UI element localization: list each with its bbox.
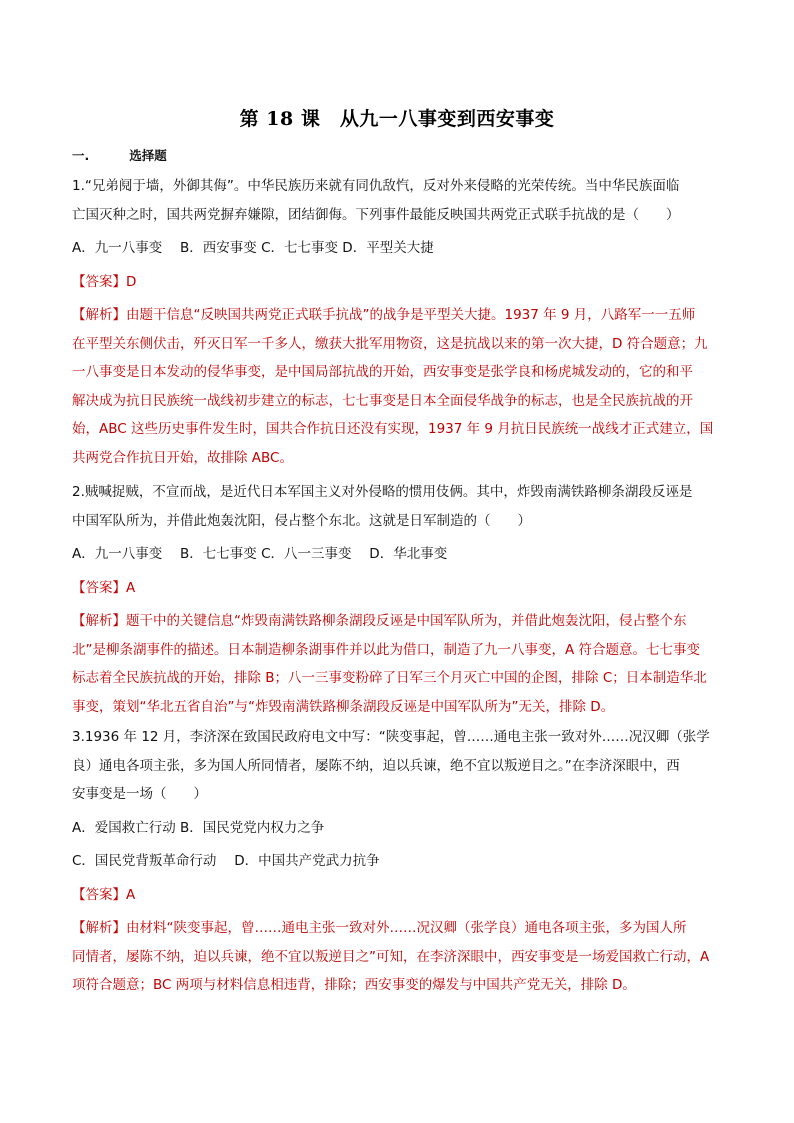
analysis-text: 题干中的关键信息“炸毁南满铁路柳条湖段反诬是中国军队所为，并借此炮轰沈阳，侵占整个东 (126, 613, 687, 629)
answer-value: A (126, 579, 136, 596)
answer-label: 答案 (85, 886, 113, 903)
question-options: A．爱国救亡行动 B．国民党党内权力之争 (72, 819, 325, 836)
analysis-line: 【解析】由题干信息“反映国共两党正式联手抗战”的战争是平型关大捷。1937 年 9 月，八路军一一五师 (72, 307, 696, 323)
analysis-text: 一八事变是日本发动的侵华事变，是中国局部抗战的开始，西安事变是张学良和杨虎城发动的，它的和平 (72, 364, 693, 380)
analysis-line: 【解析】题干中的关键信息“炸毁南满铁路柳条湖段反诬是中国军队所为，并借此炮轰沈阳，侵占整个东 (72, 613, 687, 629)
answer-line: 【答案】A (72, 579, 136, 596)
analysis-text: 解决成为抗日民族统一战线初步建立的标志，七七事变是日本全面侵华战争的标志，也是全民族抗战的开 (72, 392, 693, 409)
question-stem-line: 1.“兄弟阋于墙，外御其侮”。中华民族历来就有同仇敌忾，反对外来侵略的光荣传统。当中华民族面临 (72, 178, 680, 194)
analysis-text: 标志着全民族抗战的开始，排除 B；八一三事变粉碎了日军三个月灭亡中国的企图，排除 C；日本制造华北 (72, 670, 707, 686)
question-stem-line: 良）通电各项主张，多为国人所同情者，屡陈不纳，迫以兵谏，绝不宜以叛逆目之。”在李济深眼中，西 (72, 757, 680, 774)
answer-label: 答案 (85, 273, 113, 290)
analysis-text: 事变，策划“华北五省自治”与“炸毁南满铁路柳条湖段反诬是中国军队所为”无关，排除 D。 (72, 698, 615, 715)
question-options: A．九一八事变 B．西安事变 C．七七事变 D．平型关大捷 (72, 240, 434, 256)
question-stem-line: 中国军队所为，并借此炮轰沈阳，侵占整个东北。这就是日军制造的（ ） (72, 512, 531, 529)
answer-line: 【答案】A (72, 886, 136, 903)
section-number: 一. (72, 148, 90, 163)
question-stem-line: 亡国灭种之时，国共两党摒弃嫌隙，团结御侮。下列事件最能反映国共两党正式联手抗战的是（ ） (72, 206, 680, 223)
analysis-label: 解析 (85, 920, 113, 936)
question-options: A．九一八事变 B．七七事变 C．八一三事变 D．华北事变 (72, 546, 448, 562)
answer-value: A (126, 886, 136, 903)
answer-line: 【答案】D (72, 273, 137, 290)
question-1 (72, 172, 724, 472)
analysis-text: 北”是柳条湖事件的描述。日本制造柳条湖事件并以此为借口，制造了九一八事变，A 符合题意。七七事变 (72, 641, 701, 658)
analysis-label: 解析 (85, 307, 113, 323)
question-options: C．国民党背叛革命行动 D．中国共产党武力抗争 (72, 853, 380, 869)
analysis-text: 由材料“陕变事起，曾……通电主张一致对外……况汉卿（张学良）通电各项主张，多为国人所 (126, 920, 687, 936)
analysis-text: 同情者，屡陈不纳，迫以兵谏，绝不宜以叛逆目之”可知，在李济深眼中，西安事变是一场爱国救亡行动，A (72, 948, 710, 965)
question-stem-line: 2.贼喊捉贼，不宣而战，是近代日本军国主义对外侵略的惯用伎俩。其中，炸毁南满铁路柳条湖段反诬是 (72, 484, 693, 500)
question-stem-line: 3.1936 年 12 月，李济深在致国民政府电文中写：“陕变事起，曾……通电主张一致对外……况汉卿（张学 (72, 729, 710, 745)
answer-value: D (126, 273, 137, 290)
analysis-text: 项符合题意；BC 两项与材料信息相违背，排除；西安事变的爆发与中国共产党无关，排除 D。 (72, 977, 636, 993)
analysis-line: 【解析】由材料“陕变事起，曾……通电主张一致对外……况汉卿（张学良）通电各项主张，多为国人所 (72, 920, 687, 936)
question-3 (72, 723, 724, 1000)
page-title: 第 18 课 从九一八事变到西安事变 (239, 108, 555, 130)
analysis-text: 在平型关东侧伏击，歼灭日军一千多人，缴获大批军用物资，这是抗战以来的第一次大捷，D 符合题意；九 (72, 335, 708, 352)
analysis-label: 解析 (85, 613, 113, 629)
section-heading (72, 146, 167, 164)
section-label: 选择题 (129, 148, 167, 163)
answer-label: 答案 (85, 579, 113, 596)
analysis-text: 始，ABC 这些历史事件发生时，国共合作抗日还没有实现，1937 年 9 月抗日民族统一战线才正式建立，国 (72, 421, 714, 437)
analysis-text: 共两党合作抗日开始，故排除 ABC。 (72, 449, 293, 466)
question-stem-line: 安事变是一场（ ） (72, 786, 207, 802)
analysis-text: 由题干信息“反映国共两党正式联手抗战”的战争是平型关大捷。1937 年 9 月，八路军一一五师 (126, 307, 696, 323)
question-2 (72, 478, 724, 721)
